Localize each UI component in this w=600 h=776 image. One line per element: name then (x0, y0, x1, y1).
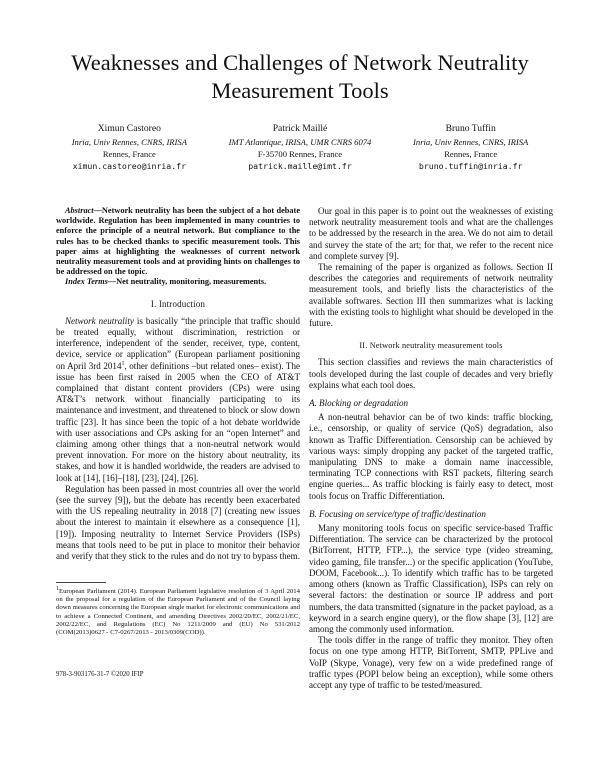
focusing-paragraph-2: The tools differ in the range of traffic they monitor. They often focus on one type among HTTP, BitTorrent, SMTP, PPLive and VoIP (Skype, Vonage), very few on a wide predefined range of traffic types (POPI below being an exception), while some others accept any type of traffic to be tested/measured. (309, 635, 553, 690)
subsection-heading-focusing: B. Focusing on service/type of traffic/destination (309, 508, 486, 519)
author-affiliation: IMT Atlantique, IRISA, UMR CNRS 6074 (228, 137, 372, 147)
footnote-rule (56, 582, 106, 583)
section-heading-tools: II. Network neutrality measurement tools (359, 341, 503, 351)
abstract-text: —Network neutrality has been the subject of a hot debate worldwide. Regulation has been implemented in many countries to enforce the principle of a neutral network. But compliance to the rules has to be checked thanks to specific measurement tools. This paper aims at highlighting the weaknesses of current network neutrality measurement tools and at providing hints on challenges to be addressed on the topic. (56, 206, 300, 277)
author-1 (44, 122, 215, 173)
section-heading-introduction: I. Introduction (150, 298, 206, 309)
author-email: patrick.maille@imt.fr (248, 161, 352, 172)
abstract-label: Abstract (65, 206, 94, 215)
blocking-paragraph: A non-neutral behavior can be of two kinds: traffic blocking, i.e., censorship, or quality of service (QoS) degradation, also known as Traffic Differentiation. Censorship can be achieved by various ways: simply dropping any packet of the targeted traffic, manipulating DNS to make a domain name inaccessible, terminating TCP connections with RST packets, filtering search engine queries... As traffic blocking is fairly easy to detect, most tools focus on Traffic Differentiation. (309, 412, 553, 501)
author-name: Bruno Tuffin (445, 123, 496, 134)
author-email: ximun.castoreo@inria.fr (72, 161, 187, 172)
paper-title: Weaknesses and Challenges of Network Neutrality Measurement Tools (71, 50, 529, 103)
organization-paragraph: The remaining of the paper is organized as follows. Section II describes the categories and requirements of network neutrality measurement tools, and briefly lists the characteristics of the available softwares. Section III then summarizes what is lacking with the existing tools to highlight what should be developed in the future. (309, 262, 553, 329)
author-location: Rennes, France (444, 149, 498, 160)
copyright-footer: 978-3-903176-31-7 ©2020 IFIP (56, 671, 144, 678)
footnote-text: European Parliament (2014). European Parliament legislative resolution of 3 April 2014 on the proposal for a regulation of the European Parliament and of the Council laying down measures concerning the European single market for electronic communications and to achieve a Connected Continent, and amending Directives 2002/20/EC, 2002/21/EC, 2002/22/EC, and Regulations (EC) No 1211/2009 and (EU) No 531/2012 (COM(2013)0627 - C7-0267/2013 - 2013/0309(COD)). (56, 588, 300, 637)
footnote-marker: 1 (121, 360, 125, 367)
focusing-paragraph-1: Many monitoring tools focus on specific service-based Traffic Differentiation. The service can be characterized by the protocol (BitTorrent, HTTP, FTP...), the service type (video streaming, video gaming, file transfer...) or the specific application (YouTube, DOOM, Facebook...). To identify which traffic has to be targeted among others (known as Traffic Classification), ISPs can rely on several factors: the destination or source IP address and port numbers, the data transmitted (signature in the packet payload, as a keyword in a search engine query), or the flow shape [3], [12] are among the commonly used information. (309, 523, 553, 634)
author-location: F-35700 Rennes, France (257, 149, 343, 160)
index-terms-text: —Net neutrality, monitoring, measurements. (107, 277, 267, 287)
author-block (44, 122, 556, 173)
intro-text-b: , other definitions –but related ones– exist). The issue has been first raised in 2005 when the CEO of AT&T complained that distant content providers (CPs) were using AT&T’s network without financially participating to its maintenance and investment, and threatened to block or slow down traffic [23]. It has since been the topic of a hot debate worldwide with user associations and CPs asking for an “open Internet” and claiming among other things that a non-neutral network would prevent innovation. For more on the history about neutrality, its stakes, and how it is handled worldwide, the readers are advised to look at [14], [16]–[18], [23], [24], [26]. (56, 360, 300, 483)
author-name: Patrick Maillé (272, 123, 328, 134)
author-2 (215, 122, 386, 173)
footnote-number: 1 (56, 585, 59, 592)
intro-emphasis: Network neutrality (65, 315, 134, 326)
index-terms (56, 277, 300, 287)
author-email: bruno.tuffin@inria.fr (418, 161, 523, 172)
author-3 (385, 122, 556, 173)
intro-paragraph-2: Regulation has been passed in most countries all over the world (see the survey [9]), but the debate has recently been exacerbated with the US repealing neutrality in 2018 [7] (creating new issues about the interest to maintain it elsewhere as a consequence [1], [19]). Imposing neutrality to Internet Service Providers (ISPs) means that tools need to be put in place to monitor their behavior and verify that they stick to the rules and do not try to bypass them. (56, 483, 300, 562)
section-2-intro: This section classifies and reviews the main characteristics of tools developed during the last couple of decades and very briefly explains what each tool does. (309, 357, 553, 390)
author-affiliation: Inria, Univ Rennes, CNRS, IRISA (71, 137, 187, 147)
goal-paragraph: Our goal in this paper is to point out the weaknesses of existing network neutrality measurement tools and what are the challenges to be addressed by the research in the area. We do not aim to detail and survey the state of the art; for that, we refer to the recent nice and complete survey [9]. (309, 206, 553, 261)
intro-paragraph-1 (56, 316, 300, 484)
subsection-heading-blocking: A. Blocking or degradation (309, 398, 408, 409)
index-terms-label: Index Terms (65, 277, 108, 287)
author-name: Ximun Castoreo (97, 123, 161, 134)
right-column (309, 206, 553, 691)
footnote (56, 585, 300, 637)
intro-text-a: is basically “the principle that traffic should be treated equally, without discrimination, restriction or interference, independent of the sender, receiver, type, content, device, service or application” (European parliament positioning on April 3rd 2014 (56, 315, 300, 371)
author-location: Rennes, France (102, 149, 156, 160)
left-column (56, 206, 300, 562)
abstract (56, 206, 300, 277)
author-affiliation: Inria, Univ Rennes, CNRS, IRISA (413, 137, 529, 147)
